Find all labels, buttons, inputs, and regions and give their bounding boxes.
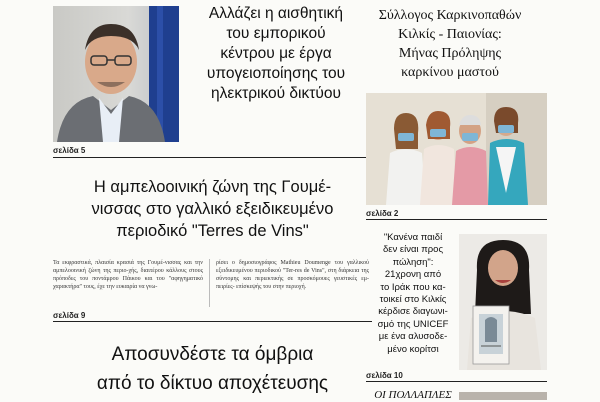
divider <box>366 381 547 382</box>
story3-body-column-1: Τα εκφραστικά, πλαισία κρασιά της Γουμέ-νισσας και την αμπελοοινική ζώνη της περιο-χής, διαιτέρου κάλλους στους πρόποδες του ποντάμρου Πάικου και του "αφηγηματικό χαρακτήρα" τους, έχε την ευκαιρία να γνω- <box>53 260 203 290</box>
story1-headline-line: κέντρου με έργα <box>220 45 332 62</box>
story3-body-column-2: ρίσει ο δημοσιογράφος Mathieu Doumenge του γαλλικού εξειδικευμένου περιοδικού "Ter-res de Vins", στη διάρκεια της σύντομης και περιεκτικής σε προσκόμουες γευστικές εμ-πειρίες- επίσκεψής του στην περιοχή. <box>216 260 369 290</box>
story6-photo <box>459 392 547 400</box>
story5-headline[interactable] <box>53 340 372 398</box>
story3-headline[interactable] <box>53 176 372 242</box>
story2-headline[interactable] <box>370 6 530 82</box>
story4-quote-line: 21χρονη από <box>384 269 442 281</box>
story4-quote-line: μένο κορίτσι <box>387 343 439 355</box>
story4-quote-line: κέρδισε διαγωνι- <box>378 306 448 318</box>
story3-headline-line: Η αμπελοοινική ζώνη της Γουμέ- <box>93 178 332 196</box>
artist-photo <box>459 234 547 370</box>
story4-quote-line: το Ιράκ που κα- <box>380 281 446 293</box>
story4-quote-line: με ένα αλυσοδε- <box>378 331 448 343</box>
story1-headline-line: υπογειοποίησης του <box>206 65 346 82</box>
divider <box>53 157 372 158</box>
politician-photo <box>53 6 179 142</box>
story1-headline-line: Αλλάζει η αισθητική <box>208 5 344 22</box>
story1-headline-line: του εμπορικού <box>226 25 326 42</box>
story2-headline-line: καρκίνου μαστού <box>401 65 499 80</box>
story2-page-ref[interactable]: σελίδα 2 <box>366 209 399 218</box>
story5-headline-line: Αποσυνδέστε τα όμβρια <box>111 344 314 365</box>
story3-headline-line: περιοδικό "Terres de Vins" <box>116 222 309 240</box>
story1-page-ref[interactable]: σελίδα 5 <box>53 146 86 155</box>
story4-page-ref[interactable]: σελίδα 10 <box>366 371 403 380</box>
story3-page-ref[interactable]: σελίδα 9 <box>53 311 86 320</box>
story1-headline-line: ηλεκτρικού δικτύου <box>211 85 341 102</box>
divider <box>53 321 372 322</box>
story4-quote[interactable] <box>370 232 456 356</box>
story4-quote-line: "Κανένα παιδί <box>383 232 443 243</box>
story2-headline-line: Μήνας Πρόληψης <box>398 46 502 61</box>
story6-headline[interactable]: ΟΙ ΠΟΛΛΑΠΛΕΣ <box>374 389 452 401</box>
story4-quote-line: δεν είναι προς <box>382 244 444 256</box>
story4-quote-line: πώληση": <box>392 256 434 268</box>
group-photo <box>366 93 547 205</box>
story1-headline[interactable] <box>190 4 362 104</box>
story3-headline-line: νισσας στο γαλλικό εξειδικευμένο <box>91 200 334 218</box>
column-divider <box>209 259 210 307</box>
story2-headline-line: Κιλκίς - Παιονίας: <box>398 27 502 42</box>
story5-headline-line: από το δίκτυο αποχέτευσης <box>96 373 329 394</box>
story2-headline-line: Σύλλογος Καρκινοπαθών <box>378 8 522 23</box>
divider <box>366 219 547 220</box>
story4-quote-line: τοικεί στο Κιλκίς <box>379 294 447 306</box>
story4-quote-line: σμό της UNICEF <box>377 318 449 330</box>
